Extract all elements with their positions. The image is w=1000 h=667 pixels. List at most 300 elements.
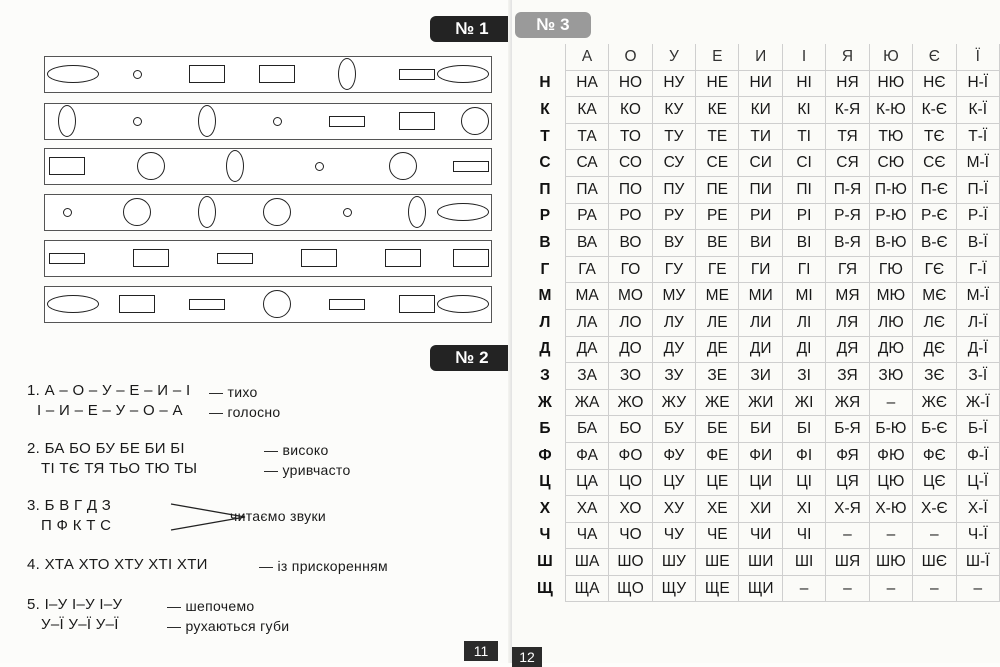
syllable-cell: ВО: [609, 230, 652, 257]
syllable-cell: НЯ: [826, 70, 869, 97]
syllable-cell: ЖУ: [652, 389, 695, 416]
syllable-cell: ЖЄ: [913, 389, 956, 416]
exercise-3-badge: № 3: [515, 12, 591, 38]
table-row: [525, 70, 1000, 97]
row-header: Д: [525, 336, 565, 363]
rect-shape: [399, 112, 435, 130]
rect-shape: [119, 295, 155, 313]
syllable-cell: ЦУ: [652, 469, 695, 496]
circle-shape: [263, 290, 291, 318]
syllable-cell: В-Ї: [956, 230, 999, 257]
syllable-cell: ЛА: [565, 309, 608, 336]
syllable-cell: ДЮ: [869, 336, 912, 363]
syllable-cell: ФЕ: [696, 442, 739, 469]
syllable-cell: –: [869, 575, 912, 602]
ellipse-v-shape: [226, 150, 244, 182]
syllable-cell: ТИ: [739, 123, 782, 150]
syllable-cell: Х-Ю: [869, 496, 912, 523]
syllable-cell: ФИ: [739, 442, 782, 469]
syllable-cell: К-Ю: [869, 97, 912, 124]
syllable-cell: ШЮ: [869, 549, 912, 576]
circle-small-shape: [133, 117, 142, 126]
circle-shape: [389, 152, 417, 180]
syllable-cell: ЦО: [609, 469, 652, 496]
syllable-cell: ШЄ: [913, 549, 956, 576]
syllable-cell: –: [913, 522, 956, 549]
syllable-cell: ХЕ: [696, 496, 739, 523]
table-row: [525, 469, 1000, 496]
syllable-cell: ТА: [565, 123, 608, 150]
column-header: А: [565, 44, 608, 70]
column-header: І: [782, 44, 825, 70]
syllable-cell: НУ: [652, 70, 695, 97]
syllable-cell: ШУ: [652, 549, 695, 576]
syllable-cell: ЦЮ: [869, 469, 912, 496]
table-row: [525, 150, 1000, 177]
row-header: Щ: [525, 575, 565, 602]
syllable-cell: МЯ: [826, 283, 869, 310]
syllable-cell: К-Є: [913, 97, 956, 124]
syllable-cell: ЩУ: [652, 575, 695, 602]
syllable-cell: МИ: [739, 283, 782, 310]
syllable-cell: ЛЯ: [826, 309, 869, 336]
syllable-cell: Г-Ї: [956, 256, 999, 283]
syllable-cell: ПЕ: [696, 176, 739, 203]
syllable-cell: БО: [609, 416, 652, 443]
syllable-cell: В-Є: [913, 230, 956, 257]
column-header: Є: [913, 44, 956, 70]
ex2-item1-note1: — тихо: [209, 384, 258, 400]
syllable-cell: ГЄ: [913, 256, 956, 283]
syllable-cell: Р-Ї: [956, 203, 999, 230]
ex2-item3-line1: 3. Б В Г Д З: [27, 497, 112, 514]
syllable-cell: КО: [609, 97, 652, 124]
syllable-cell: ТЕ: [696, 123, 739, 150]
rect-shape: [385, 249, 421, 267]
syllable-cell: РИ: [739, 203, 782, 230]
shape-strip: [44, 103, 492, 140]
syllable-cell: ГЮ: [869, 256, 912, 283]
syllable-cell: ДІ: [782, 336, 825, 363]
syllable-cell: ЛЄ: [913, 309, 956, 336]
syllable-cell: МО: [609, 283, 652, 310]
syllable-cell: ШО: [609, 549, 652, 576]
syllable-cell: ГЯ: [826, 256, 869, 283]
shape-strip: [44, 56, 492, 93]
syllable-cell: ЗА: [565, 363, 608, 390]
syllable-cell: З-Ї: [956, 363, 999, 390]
syllable-cell: ГО: [609, 256, 652, 283]
syllable-cell: ЛЮ: [869, 309, 912, 336]
syllable-cell: ЖІ: [782, 389, 825, 416]
row-header: М: [525, 283, 565, 310]
syllable-cell: Ч-Ї: [956, 522, 999, 549]
syllable-cell: БУ: [652, 416, 695, 443]
syllable-cell: ЗЄ: [913, 363, 956, 390]
syllable-cell: ЗО: [609, 363, 652, 390]
row-header: Т: [525, 123, 565, 150]
syllable-cell: ПУ: [652, 176, 695, 203]
table-row: [525, 389, 1000, 416]
syllable-cell: ДУ: [652, 336, 695, 363]
table-row: [525, 575, 1000, 602]
syllable-cell: Х-Ї: [956, 496, 999, 523]
syllable-cell: ШЕ: [696, 549, 739, 576]
ellipse-h-shape: [47, 295, 99, 313]
syllable-cell: ЩЕ: [696, 575, 739, 602]
syllable-cell: МІ: [782, 283, 825, 310]
syllable-cell: ХО: [609, 496, 652, 523]
syllable-cell: ХИ: [739, 496, 782, 523]
shape-strip: [44, 148, 492, 185]
syllable-cell: Б-Є: [913, 416, 956, 443]
syllable-cell: Х-Я: [826, 496, 869, 523]
exercise-1-badge: № 1: [430, 16, 514, 42]
syllable-cell: ЧИ: [739, 522, 782, 549]
syllable-cell: ПА: [565, 176, 608, 203]
table-row: [525, 230, 1000, 257]
syllable-cell: Ц-Ї: [956, 469, 999, 496]
row-header: Б: [525, 416, 565, 443]
rect-shape: [189, 65, 225, 83]
rect-shape: [133, 249, 169, 267]
page-number-left: 11: [464, 641, 498, 661]
ellipse-v-shape: [198, 105, 216, 137]
syllable-cell: СЮ: [869, 150, 912, 177]
syllable-cell: ЖИ: [739, 389, 782, 416]
syllable-cell: РО: [609, 203, 652, 230]
row-header: Ц: [525, 469, 565, 496]
table-row: [525, 283, 1000, 310]
syllable-cell: Т-Ї: [956, 123, 999, 150]
syllable-cell: ДО: [609, 336, 652, 363]
syllable-cell: МЕ: [696, 283, 739, 310]
column-header: Ї: [956, 44, 999, 70]
syllable-cell: РІ: [782, 203, 825, 230]
syllable-cell: ЛО: [609, 309, 652, 336]
syllable-cell: ТЯ: [826, 123, 869, 150]
table-row: [525, 123, 1000, 150]
syllable-cell: МЄ: [913, 283, 956, 310]
syllable-cell: МА: [565, 283, 608, 310]
syllable-cell: П-Є: [913, 176, 956, 203]
ex2-item5-line1: 5. І–У І–У І–У: [27, 596, 123, 613]
syllable-cell: ГУ: [652, 256, 695, 283]
syllable-cell: НО: [609, 70, 652, 97]
syllable-cell: П-Ю: [869, 176, 912, 203]
ex2-item3-note: читаємо звуки: [230, 508, 326, 524]
syllable-cell: ЧІ: [782, 522, 825, 549]
table-row: [525, 416, 1000, 443]
syllable-cell: ЦА: [565, 469, 608, 496]
syllable-cell: ЦІ: [782, 469, 825, 496]
syllable-cell: ШІ: [782, 549, 825, 576]
circle-small-shape: [133, 70, 142, 79]
syllable-cell: ТО: [609, 123, 652, 150]
syllable-cell: ХА: [565, 496, 608, 523]
ex2-item1-note2: — голосно: [209, 404, 281, 420]
row-header: Ш: [525, 549, 565, 576]
circle-shape: [137, 152, 165, 180]
syllable-cell: ЗИ: [739, 363, 782, 390]
table-row: [525, 203, 1000, 230]
syllable-cell: ЧЕ: [696, 522, 739, 549]
syllable-cell: –: [782, 575, 825, 602]
ex2-item1-line2: І – И – Е – У – О – А: [37, 402, 183, 419]
syllable-cell: ДЄ: [913, 336, 956, 363]
ex2-item3-line2: П Ф К Т С: [41, 517, 112, 534]
table-row: [525, 97, 1000, 124]
syllable-cell: ЦЯ: [826, 469, 869, 496]
syllable-cell: ФІ: [782, 442, 825, 469]
syllable-cell: К-Я: [826, 97, 869, 124]
ellipse-v-shape: [338, 58, 356, 90]
table-row: [525, 522, 1000, 549]
ex2-item4-line1: 4. ХТА ХТО ХТУ ХТІ ХТИ: [27, 556, 208, 573]
syllable-cell: П-Я: [826, 176, 869, 203]
syllable-cell: –: [913, 575, 956, 602]
syllable-cell: РУ: [652, 203, 695, 230]
syllable-cell: ФЯ: [826, 442, 869, 469]
syllable-cell: ГІ: [782, 256, 825, 283]
syllable-cell: СО: [609, 150, 652, 177]
column-header: Е: [696, 44, 739, 70]
syllable-cell: СІ: [782, 150, 825, 177]
syllable-cell: КИ: [739, 97, 782, 124]
syllable-cell: ПІ: [782, 176, 825, 203]
row-header: Н: [525, 70, 565, 97]
syllable-cell: В-Ю: [869, 230, 912, 257]
circle-shape: [461, 107, 489, 135]
table-corner: [525, 44, 565, 70]
syllable-cell: ЩИ: [739, 575, 782, 602]
syllable-cell: ШИ: [739, 549, 782, 576]
syllable-cell: Л-Ї: [956, 309, 999, 336]
syllable-cell: СЕ: [696, 150, 739, 177]
syllable-cell: ТЄ: [913, 123, 956, 150]
syllable-cell: ХУ: [652, 496, 695, 523]
syllable-cell: КІ: [782, 97, 825, 124]
syllable-cell: КЕ: [696, 97, 739, 124]
syllable-cell: ФА: [565, 442, 608, 469]
shape-strip: [44, 240, 492, 277]
syllable-cell: ДИ: [739, 336, 782, 363]
row-header: З: [525, 363, 565, 390]
syllable-cell: ТУ: [652, 123, 695, 150]
syllable-cell: РЕ: [696, 203, 739, 230]
ex2-item5-line2: У–Ї У–Ї У–Ї: [41, 616, 119, 633]
syllable-cell: ЗЯ: [826, 363, 869, 390]
exercise-2-badge: № 2: [430, 345, 514, 371]
column-header: Я: [826, 44, 869, 70]
syllable-cell: ПИ: [739, 176, 782, 203]
syllable-cell: Д-Ї: [956, 336, 999, 363]
syllable-cell: ЧО: [609, 522, 652, 549]
syllable-cell: М-Ї: [956, 150, 999, 177]
table-row: [525, 336, 1000, 363]
circle-shape: [263, 198, 291, 226]
syllable-cell: Ж-Ї: [956, 389, 999, 416]
syllable-cell: ЛУ: [652, 309, 695, 336]
rect-thin-shape: [329, 299, 365, 310]
syllable-cell: ЛЕ: [696, 309, 739, 336]
syllable-cell: ЗІ: [782, 363, 825, 390]
syllable-cell: НИ: [739, 70, 782, 97]
syllable-cell: –: [869, 389, 912, 416]
syllable-cell: Р-Є: [913, 203, 956, 230]
syllable-cell: –: [826, 575, 869, 602]
syllable-cell: ЗЮ: [869, 363, 912, 390]
syllable-cell: СЄ: [913, 150, 956, 177]
syllable-cell: НІ: [782, 70, 825, 97]
syllable-cell: СИ: [739, 150, 782, 177]
rect-shape: [259, 65, 295, 83]
circle-small-shape: [315, 162, 324, 171]
circle-small-shape: [343, 208, 352, 217]
syllable-cell: ВИ: [739, 230, 782, 257]
syllable-cell: ТІ: [782, 123, 825, 150]
syllable-cell: МУ: [652, 283, 695, 310]
syllable-cell: ХІ: [782, 496, 825, 523]
syllable-cell: СА: [565, 150, 608, 177]
table-row: [525, 176, 1000, 203]
syllable-cell: ВЕ: [696, 230, 739, 257]
syllable-cell: –: [869, 522, 912, 549]
syllable-cell: КА: [565, 97, 608, 124]
ex2-item2-line2: ТІ ТЄ ТЯ ТЬО ТЮ ТЫ: [41, 460, 198, 477]
syllable-cell: ФУ: [652, 442, 695, 469]
syllable-cell: СУ: [652, 150, 695, 177]
ellipse-v-shape: [58, 105, 76, 137]
syllable-cell: НЄ: [913, 70, 956, 97]
column-header: О: [609, 44, 652, 70]
circle-small-shape: [63, 208, 72, 217]
syllable-cell: ВА: [565, 230, 608, 257]
syllable-cell: Ф-Ї: [956, 442, 999, 469]
row-header: Ф: [525, 442, 565, 469]
table-row: [525, 549, 1000, 576]
syllable-cell: КУ: [652, 97, 695, 124]
syllable-cell: НЕ: [696, 70, 739, 97]
syllable-cell: БА: [565, 416, 608, 443]
syllable-cell: ЖА: [565, 389, 608, 416]
syllable-cell: ЦЕ: [696, 469, 739, 496]
table-row: [525, 442, 1000, 469]
syllable-cell: ЦЄ: [913, 469, 956, 496]
ex2-item2-line1: 2. БА БО БУ БЕ БИ БІ: [27, 440, 185, 457]
syllable-cell: ФО: [609, 442, 652, 469]
syllable-cell: Р-Я: [826, 203, 869, 230]
ex2-item4-note: — із прискоренням: [259, 558, 388, 574]
syllable-cell: БЕ: [696, 416, 739, 443]
syllable-cell: ЗЕ: [696, 363, 739, 390]
rect-shape: [49, 157, 85, 175]
syllable-cell: ЖЕ: [696, 389, 739, 416]
syllable-cell: НА: [565, 70, 608, 97]
syllable-cell: НЮ: [869, 70, 912, 97]
circle-small-shape: [273, 117, 282, 126]
syllable-cell: ЦИ: [739, 469, 782, 496]
syllable-cell: БИ: [739, 416, 782, 443]
row-header: Р: [525, 203, 565, 230]
row-header: С: [525, 150, 565, 177]
row-header: П: [525, 176, 565, 203]
row-header: Ч: [525, 522, 565, 549]
table-row: [525, 309, 1000, 336]
row-header: Ж: [525, 389, 565, 416]
shape-strip: [44, 194, 492, 231]
column-header: Ю: [869, 44, 912, 70]
syllable-cell: ВІ: [782, 230, 825, 257]
shape-strip: [44, 286, 492, 323]
column-header: И: [739, 44, 782, 70]
rect-shape: [301, 249, 337, 267]
syllable-cell: Б-Ю: [869, 416, 912, 443]
rect-thin-shape: [49, 253, 85, 264]
column-header: У: [652, 44, 695, 70]
syllable-cell: ДЕ: [696, 336, 739, 363]
syllable-cell: ГА: [565, 256, 608, 283]
syllable-cell: ЛІ: [782, 309, 825, 336]
table-header-row: [525, 44, 1000, 70]
syllable-cell: ША: [565, 549, 608, 576]
table-row: [525, 256, 1000, 283]
ex2-item2-note1: — високо: [264, 442, 329, 458]
rect-shape: [399, 295, 435, 313]
syllable-cell: –: [956, 575, 999, 602]
rect-thin-shape: [217, 253, 253, 264]
syllable-cell: ПО: [609, 176, 652, 203]
rect-thin-shape: [399, 69, 435, 80]
ex2-item2-note2: — уривчасто: [264, 462, 351, 478]
syllable-cell: ФЮ: [869, 442, 912, 469]
rect-thin-shape: [329, 116, 365, 127]
rect-thin-shape: [189, 299, 225, 310]
syllable-cell: ЗУ: [652, 363, 695, 390]
syllable-table: [525, 44, 1000, 602]
syllable-cell: ГЕ: [696, 256, 739, 283]
syllable-cell: МЮ: [869, 283, 912, 310]
circle-shape: [123, 198, 151, 226]
syllable-cell: Х-Є: [913, 496, 956, 523]
rect-thin-shape: [453, 161, 489, 172]
syllable-cell: В-Я: [826, 230, 869, 257]
table-row: [525, 363, 1000, 390]
ellipse-h-shape: [437, 65, 489, 83]
ellipse-v-shape: [198, 196, 216, 228]
ex2-item5-note2: — рухаються губи: [167, 618, 290, 634]
page-number-right: 12: [512, 647, 542, 667]
ellipse-v-shape: [408, 196, 426, 228]
table-row: [525, 496, 1000, 523]
syllable-cell: ДЯ: [826, 336, 869, 363]
syllable-cell: Б-Ї: [956, 416, 999, 443]
syllable-cell: М-Ї: [956, 283, 999, 310]
rect-shape: [453, 249, 489, 267]
syllable-cell: ФЄ: [913, 442, 956, 469]
syllable-cell: БІ: [782, 416, 825, 443]
syllable-cell: ЩО: [609, 575, 652, 602]
syllable-cell: ЖЯ: [826, 389, 869, 416]
row-header: Г: [525, 256, 565, 283]
ellipse-h-shape: [437, 295, 489, 313]
syllable-cell: Б-Я: [826, 416, 869, 443]
syllable-cell: ЧА: [565, 522, 608, 549]
syllable-cell: ЩА: [565, 575, 608, 602]
syllable-cell: ГИ: [739, 256, 782, 283]
syllable-cell: К-Ї: [956, 97, 999, 124]
row-header: К: [525, 97, 565, 124]
